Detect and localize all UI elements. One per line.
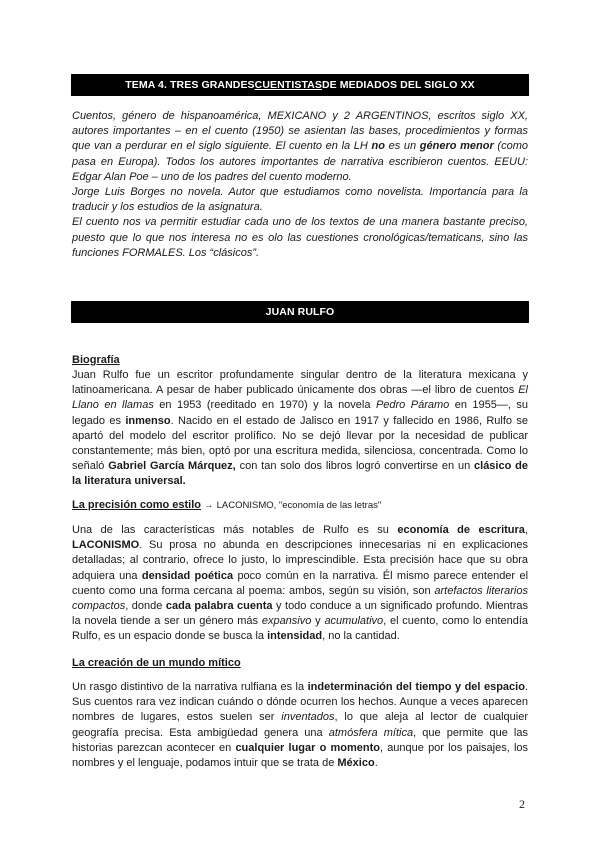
body-text: en 1953 (reeditado en 1970) y la novela bbox=[153, 399, 376, 412]
body-text: . Nacido en el estado de Jalisco en 1917 y fallecido en 1986, Rulfo se apartó del modelo del escritor prolífico. No se dejó llevar por la necesidad de publicar constantemente; más bien, optó por una escritura medida, silenciosa, concentrada. Como lo señaló bbox=[72, 414, 528, 473]
intro-paragraph-2: Jorge Luis Borges no novela. Autor que estudiamos como novelista. Importancia para la traducir y los estudios de la asignatura. bbox=[72, 186, 528, 214]
body-bold: economía de escritura bbox=[397, 524, 525, 536]
body-bold: clásico de la literatura universal. bbox=[72, 460, 528, 488]
body-italic: El Llano en llamas bbox=[72, 384, 528, 412]
mito-heading-line bbox=[72, 656, 528, 671]
precision-note: LACONISMO, "economía de las letras" bbox=[216, 500, 382, 511]
precision-section bbox=[72, 523, 528, 645]
arrow-right-icon: → bbox=[204, 500, 214, 511]
body-text: , no la cantidad. bbox=[322, 630, 400, 643]
body-text: , el cuento, como lo entendía Rulfo, es un espacio donde se busca la bbox=[72, 615, 528, 643]
body-bold: LACONISMO bbox=[72, 539, 140, 552]
intro-bold: género menor bbox=[419, 140, 494, 153]
body-italic: acumulativo bbox=[324, 615, 384, 628]
intro-text: es un bbox=[384, 140, 420, 153]
intro-text: (como pasa en Europa). Todos los autores importantes de narrativa escribieron cuentos. EEUU: Edgar Alan Poe – uno de los padres del cuento moderno. bbox=[72, 140, 528, 183]
body-italic: atmósfera mítica bbox=[328, 726, 414, 739]
body-text: Una de las características más notables de Rulfo es su bbox=[72, 524, 398, 536]
precision-heading-line bbox=[72, 498, 528, 513]
body-bold: Gabriel García Márquez, bbox=[108, 460, 236, 473]
body-text: , lo que aleja al lector de cualquier geografía precisa. Esta ambigüedad genera una bbox=[72, 711, 528, 739]
body-italic: artefactos literarios compactos bbox=[72, 584, 528, 613]
body-text: y bbox=[311, 615, 325, 628]
body-text: con tan solo dos libros logró convertirse en un bbox=[235, 460, 475, 473]
body-bold: intensidad bbox=[267, 630, 323, 643]
body-text: . bbox=[374, 757, 378, 770]
body-text: poco común en la narrativa. Él mismo parece entender el cuento como una forma cercana al poema: ambos, según su visión, son bbox=[72, 569, 529, 597]
body-bold: cualquier lugar o momento bbox=[235, 741, 380, 754]
intro-text: Cuentos, género de hispanoamérica, MEXICANO y 2 ARGENTINOS, escritos siglo XX, autores importantes – en el cuento (1950) se asientan las bases, procedimientos y formas que van a perdurar en el siglo siguiente. El cuento en la LH bbox=[72, 110, 528, 153]
chapter-title-banner bbox=[71, 74, 529, 96]
body-bold: inmenso bbox=[125, 414, 171, 427]
intro-bold: no bbox=[371, 140, 385, 153]
body-text: Un rasgo distintivo de la narrativa rulfiana es la bbox=[72, 681, 308, 693]
intro-paragraph-1 bbox=[72, 109, 528, 185]
section-banner: JUAN RULFO bbox=[71, 301, 529, 323]
body-italic: inventados bbox=[281, 711, 335, 724]
body-text: . Su prosa no abunda en descripciones innecesarias ni en explicaciones detalladas; al contrario, ofrece lo justo, lo imprescindible. Esta precisión hace que su obra adquiera una bbox=[72, 539, 528, 582]
biografia-paragraph bbox=[72, 368, 528, 490]
precision-heading: La precisión como estilo bbox=[72, 499, 201, 511]
mito-heading: La creación de un mundo mítico bbox=[72, 657, 241, 669]
chapter-title-underlined: CUENTISTAS bbox=[254, 79, 322, 91]
mito-paragraph bbox=[72, 680, 528, 771]
precision-paragraph bbox=[72, 523, 528, 645]
body-text: , aunque por los paisajes, los nombres y el lenguaje, podamos intuir que se trata de bbox=[72, 741, 529, 770]
body-text: . Sus cuentos rara vez indican cuándo o dónde ocurren los hechos. Aunque a veces aparecen nombres de lugares, estos suelen ser bbox=[72, 681, 528, 724]
intro-notes bbox=[72, 109, 528, 261]
body-text: y todo conduce a un significado profundo. Mientras la novela tiende a ser un género más bbox=[72, 600, 528, 628]
body-text: , bbox=[524, 524, 528, 536]
body-text: Juan Rulfo fue un escritor profundamente singular dentro de la literatura mexicana y latinoamericana. A pesar de haber publicado únicamente dos obras —el libro de cuentos bbox=[72, 369, 528, 397]
body-bold: densidad poética bbox=[141, 569, 234, 582]
mito-section bbox=[72, 680, 528, 771]
precision-heading-row bbox=[72, 498, 528, 513]
body-italic: expansivo bbox=[261, 615, 312, 628]
chapter-title-pre: TEMA 4. TRES GRANDES bbox=[125, 79, 255, 91]
intro-paragraph-3: El cuento nos va permitir estudiar cada uno de los textos de una manera bastante preciso, puesto que lo que nos interesa no es olo las cuestiones cronológicas/tematicans, sino las funciones FORMALES. Los “clásicos”. bbox=[72, 216, 528, 259]
body-bold: indeterminación del tiempo y del espacio bbox=[307, 681, 525, 693]
chapter-title-post: DE MEDIADOS DEL SIGLO XX bbox=[321, 79, 475, 91]
page-number: 2 bbox=[519, 797, 525, 811]
body-italic: Pedro Páramo bbox=[375, 399, 450, 412]
biografia-heading: Biografía bbox=[72, 354, 120, 366]
body-text: en 1955—, su legado es bbox=[72, 399, 528, 427]
body-text: , que permite que las historias parezcan acontecer en bbox=[72, 726, 528, 754]
biografia-section bbox=[72, 353, 528, 490]
body-text: , donde bbox=[125, 600, 166, 613]
body-bold: cada palabra cuenta bbox=[165, 600, 273, 613]
body-bold: México bbox=[337, 757, 375, 770]
